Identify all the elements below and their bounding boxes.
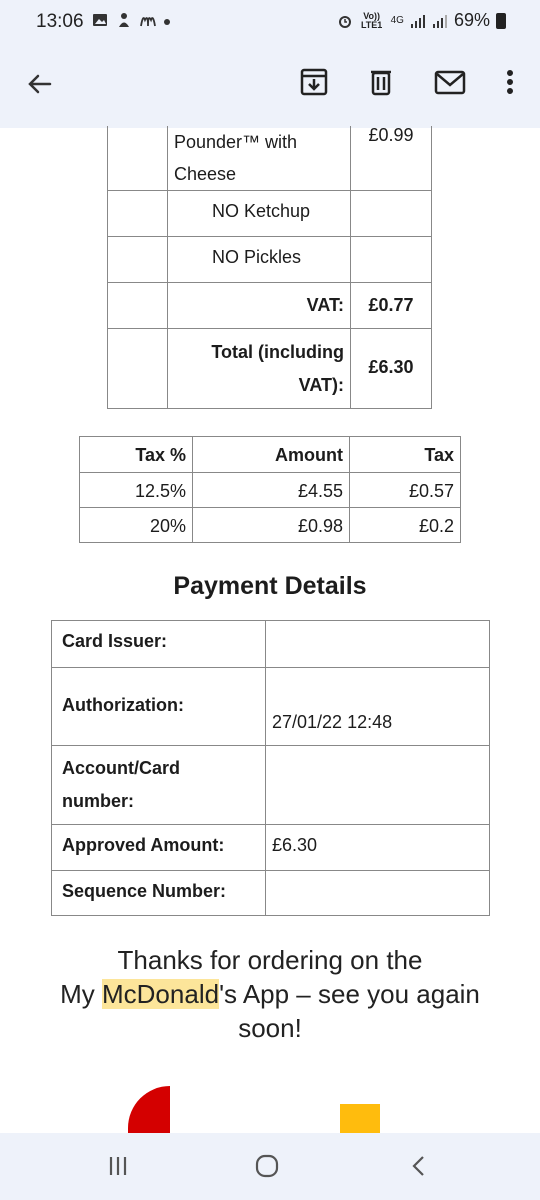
order-row [108, 190, 431, 236]
tax-cell: £4.55 [193, 473, 350, 507]
payment-label: Authorization: [52, 668, 266, 745]
order-price [351, 191, 431, 236]
vat-label: VAT: [168, 283, 351, 328]
thanks-line: Thanks for ordering on the [117, 945, 423, 975]
notification-icons [92, 12, 170, 28]
order-table [107, 126, 432, 409]
payment-value: £6.30 [272, 835, 318, 855]
order-row [108, 236, 431, 282]
logo-yellow-shape [340, 1104, 380, 1134]
payment-row [52, 621, 489, 667]
tax-header: Amount [193, 437, 350, 472]
payment-row [52, 667, 489, 745]
status-bar [0, 0, 540, 46]
tax-header-row [80, 437, 460, 472]
tax-row [80, 507, 460, 542]
battery-icon [496, 13, 506, 29]
payment-value [266, 746, 489, 824]
total-row [108, 328, 431, 408]
order-price [351, 237, 431, 282]
signal-2-icon [432, 13, 448, 29]
more-notifications-dot [164, 19, 170, 25]
tax-cell: £0.57 [408, 481, 454, 501]
payment-label: Card Issuer: [52, 621, 266, 667]
back-nav-icon[interactable] [404, 1151, 434, 1181]
order-item: Pounder™ with Cheese [168, 126, 351, 190]
tax-cell: 12.5% [80, 473, 193, 507]
archive-icon[interactable] [296, 64, 332, 100]
payment-row [52, 824, 489, 870]
payment-row [52, 745, 489, 824]
tax-cell: 20% [80, 508, 193, 542]
payment-value [266, 621, 489, 667]
vat-row [108, 282, 431, 328]
tax-table [79, 436, 461, 543]
total-label: Total (including VAT): [168, 329, 351, 408]
vat-value: £0.77 [368, 295, 414, 315]
tax-cell: £0.2 [418, 516, 454, 536]
battery-percent: 69% [453, 10, 490, 30]
recent-apps-icon[interactable] [103, 1151, 133, 1181]
mcdonalds-notification-icon [140, 12, 156, 28]
app-bar [0, 46, 540, 128]
navigation-bar [0, 1133, 540, 1200]
tax-row [80, 472, 460, 507]
payment-label: Account/Card number: [52, 746, 266, 824]
thanks-text: 's App – see you again [219, 979, 480, 1009]
payment-value [266, 871, 489, 915]
order-item: NO Ketchup [168, 191, 351, 236]
volte-indicator: Vo)) LTE1 [360, 10, 383, 30]
logo-red-shape [128, 1086, 170, 1134]
home-icon[interactable] [252, 1151, 282, 1181]
payment-table [51, 620, 490, 916]
payment-label: Approved Amount: [52, 825, 266, 870]
more-icon[interactable] [492, 64, 528, 100]
tax-cell: £0.98 [193, 508, 350, 542]
alarm-icon [337, 13, 353, 29]
gallery-icon [92, 12, 108, 28]
payment-details-title: Payment Details [173, 572, 367, 600]
mail-icon[interactable] [432, 64, 468, 100]
network-type: 4G [390, 15, 404, 26]
total-value: £6.30 [368, 357, 414, 377]
tax-header: Tax % [80, 437, 193, 472]
thanks-message [40, 943, 500, 1045]
payment-value: 27/01/22 12:48 [272, 712, 393, 732]
delete-icon[interactable] [363, 64, 399, 100]
search-highlight: McDonald [102, 979, 220, 1009]
person-icon [116, 12, 132, 28]
order-price: £0.99 [368, 125, 414, 145]
thanks-line: soon! [238, 1013, 302, 1043]
back-arrow-icon[interactable] [22, 66, 58, 102]
order-row [108, 126, 431, 190]
thanks-text: My [60, 979, 102, 1009]
status-time: 13:06 [36, 11, 84, 32]
thanks-line [40, 977, 500, 1011]
payment-row [52, 870, 489, 915]
signal-icon [410, 13, 426, 29]
tax-header: Tax [424, 445, 454, 465]
order-item: NO Pickles [168, 237, 351, 282]
payment-label: Sequence Number: [52, 871, 266, 915]
status-right [337, 10, 506, 31]
